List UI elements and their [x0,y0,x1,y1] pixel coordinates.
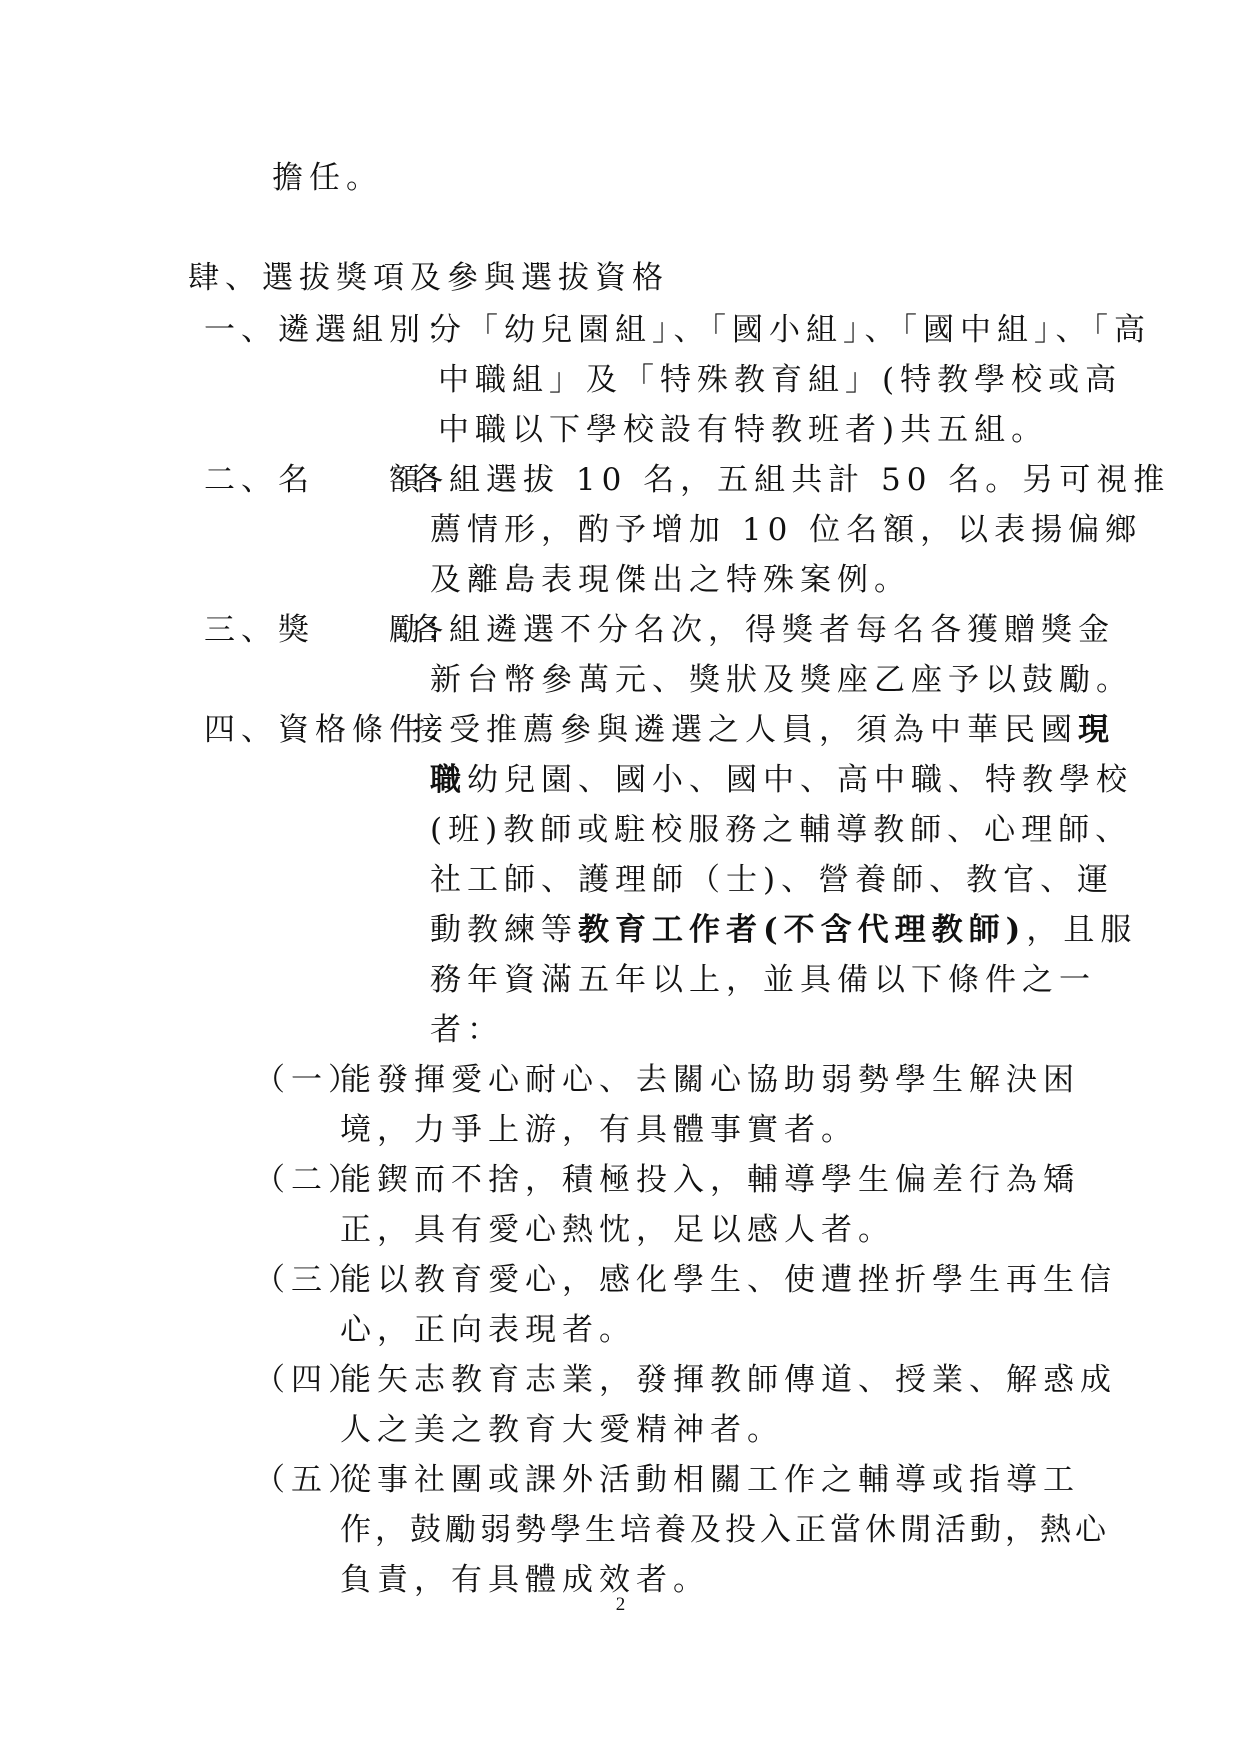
eligibility-line-1-text: 接受推薦參與遴選之人員，須為中華民國 [412,712,1078,748]
condition-marker-3: （三） [254,1262,365,1298]
item-quota-line-2: 薦情形，酌予增加 10 位名額，以表揚偏鄉 [430,512,1143,548]
condition-1-line-1: 能發揮愛心耐心、去關心協助弱勢學生解決困 [340,1062,1080,1098]
condition-2-line-1: 能鍥而不捨，積極投入，輔導學生偏差行為矯 [340,1162,1080,1198]
section-heading: 肆、選拔獎項及參與選拔資格 [188,260,669,296]
condition-3-line-1: 能以教育愛心，感化學生、使遭挫折學生再生信 [340,1262,1117,1298]
eligibility-line-5-text-c: ，且服 [1026,912,1138,948]
item-group-line-2: 中職組」及「特殊教育組」(特教學校或高 [438,362,1123,398]
item-group-line-1: 分「幼兒園組」、「國小組」、「國中組」、「高 [430,312,1151,348]
item-eligibility-line-6: 務年資滿五年以上，並具備以下條件之一 [430,962,1096,998]
item-eligibility-line-3: (班)教師或駐校服務之輔導教師、心理師、 [430,812,1133,848]
item-label-eligibility: 四、資格條件： [204,712,463,748]
condition-marker-2: （二） [254,1162,365,1198]
condition-marker-1: （一） [254,1062,365,1098]
condition-marker-4: （四） [254,1362,365,1398]
condition-5-line-3: 負責，有具體成效者。 [340,1562,710,1598]
page-number: 2 [615,1594,626,1615]
condition-2-line-2: 正，具有愛心熱忱，足以感人者。 [340,1212,895,1248]
eligibility-line-2-text: 幼兒園、國小、國中、高中職、特教學校 [467,762,1133,798]
item-award-line-2: 新台幣參萬元、獎狀及獎座乙座予以鼓勵。 [430,662,1133,698]
condition-5-line-2: 作，鼓勵弱勢學生培養及投入正當休閒活動，熱心 [340,1512,1110,1548]
item-label-quota: 二、名 額： [204,462,463,498]
item-label-award: 三、獎 勵： [204,612,463,648]
item-quota-line-1: 各組選拔 10 名，五組共計 50 名。另可視推 [412,462,1171,498]
item-label-group: 一、遴選組別： [204,312,463,348]
item-award-line-1: 各組遴選不分名次，得獎者每名各獲贈獎金 [412,612,1115,648]
condition-1-line-2: 境，力爭上游，有具體事實者。 [340,1112,858,1148]
condition-marker-5: （五） [254,1462,365,1498]
eligibility-line-5-text-a: 動教練等 [430,912,578,948]
item-eligibility-line-5 [430,910,1137,950]
item-quota-line-3: 及離島表現傑出之特殊案例。 [430,562,911,598]
item-group-line-3: 中職以下學校設有特教班者)共五組。 [438,412,1049,448]
condition-4-line-2: 人之美之教育大愛精神者。 [340,1412,784,1448]
condition-4-line-1: 能矢志教育志業，發揮教師傳道、授業、解惑成 [340,1362,1117,1398]
item-eligibility-line-4: 社工師、護理師（士)、營養師、教官、運 [430,862,1115,898]
intro-line: 擔任。 [272,160,383,196]
item-eligibility-line-1 [412,710,1115,750]
eligibility-emphasis-educator: 教育工作者(不含代理教師) [578,912,1027,948]
item-eligibility-line-2 [430,760,1133,800]
eligibility-emphasis-current: 現 [1078,712,1115,748]
item-eligibility-line-7: 者： [430,1012,504,1048]
condition-5-line-1: 從事社團或課外活動相關工作之輔導或指導工 [340,1462,1080,1498]
eligibility-emphasis-post: 職 [430,762,467,798]
condition-3-line-2: 心，正向表現者。 [340,1312,636,1348]
